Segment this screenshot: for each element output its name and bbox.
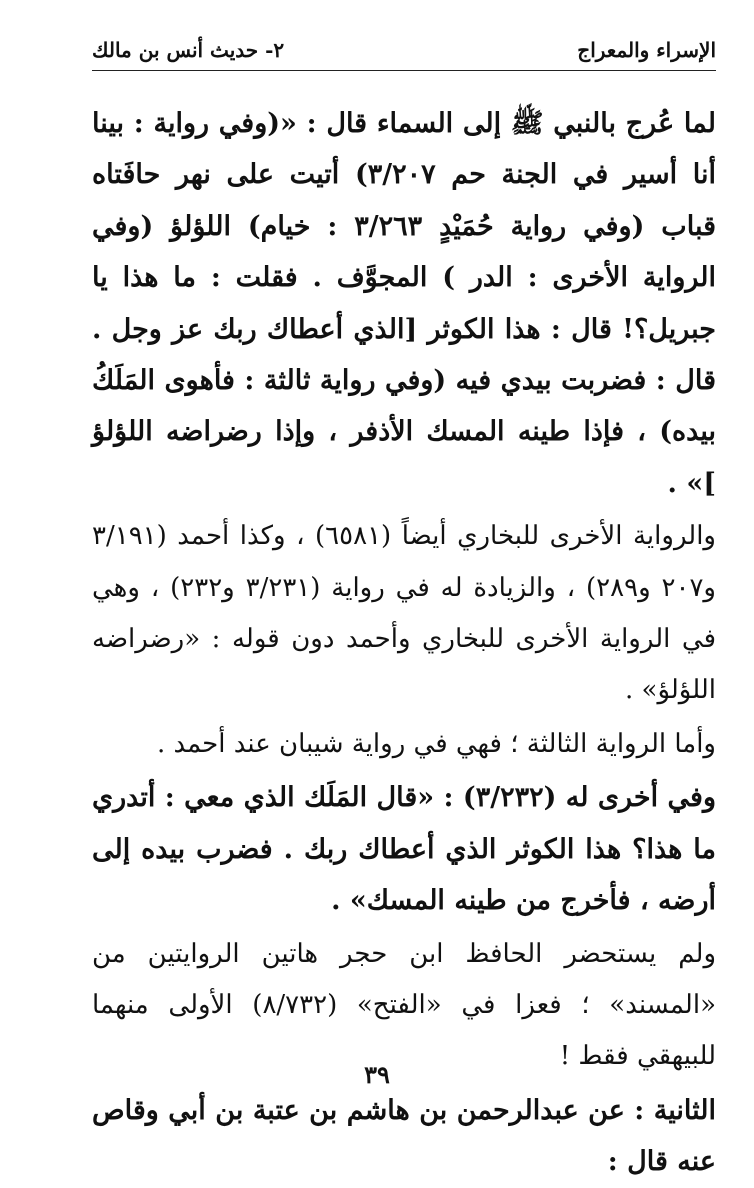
paragraph-note-ibn-hajar: ولم يستحضر الحافظ ابن حجر هاتين الروايتين من «المسند» ؛ فعزا في «الفتح» (٨/٧٣٢) الأولى منهما للبيهقي فقط !	[92, 938, 716, 1072]
paragraph-another-narration: وفي أخرى له (٣/٢٣٢) : «قال المَلَك الذي معي : أتدري ما هذا؟ هذا الكوثر الذي أعطاك ربك . فضرب بيده إلى أرضه ، فأخرج من طينه المسك» .	[92, 782, 716, 917]
header-divider	[92, 70, 716, 71]
running-header	[92, 22, 716, 62]
paragraph-takhrij-2: وأما الرواية الثالثة ؛ فهي في رواية شيبان عند أحمد .	[156, 728, 716, 759]
paragraph-takhrij-1: والرواية الأخرى للبخاري أيضاً (٦٥٨١) ، وكذا أحمد (٣/١٩١ و٢٠٧ و٢٨٩) ، والزيادة له في رواية (٣/٢٣١ و٢٣٢) ، وهي في الرواية الأخرى للبخاري وأحمد دون قوله : «رضراضه اللؤلؤ» .	[92, 521, 716, 706]
paragraph-second-route: الثانية : عن عبدالرحمن بن هاشم بن عتبة بن أبي وقاص عنه قال :	[92, 1094, 716, 1178]
page-body	[92, 98, 716, 1188]
header-chapter-title: الإسراء والمعراج	[577, 38, 716, 62]
header-section-title: ٢- حديث أنس بن مالك	[92, 38, 285, 62]
paragraph-hadith-text: لما عُرج بالنبي ﷺ إلى السماء قال : «(وفي رواية : بينا أنا أسير في الجنة حم ٣/٢٠٧) أتيت على نهر حافَتاه قباب (وفي رواية حُمَيْدٍ ٣/٢٦٣ : خيام) اللؤلؤ (وفي الرواية الأخرى : الدر ) المجوَّف . فقلت : ما هذا يا جبريل؟! قال : هذا الكوثر [الذي أعطاك ربك عز وجل . قال : فضربت بيدي فيه (وفي رواية ثالثة : فأهوى المَلَكُ بيده) ، فإذا طينه المسك الأذفر ، وإذا رضراضه اللؤلؤ ]» .	[92, 108, 717, 499]
page-number: ٣٩	[364, 1060, 390, 1089]
